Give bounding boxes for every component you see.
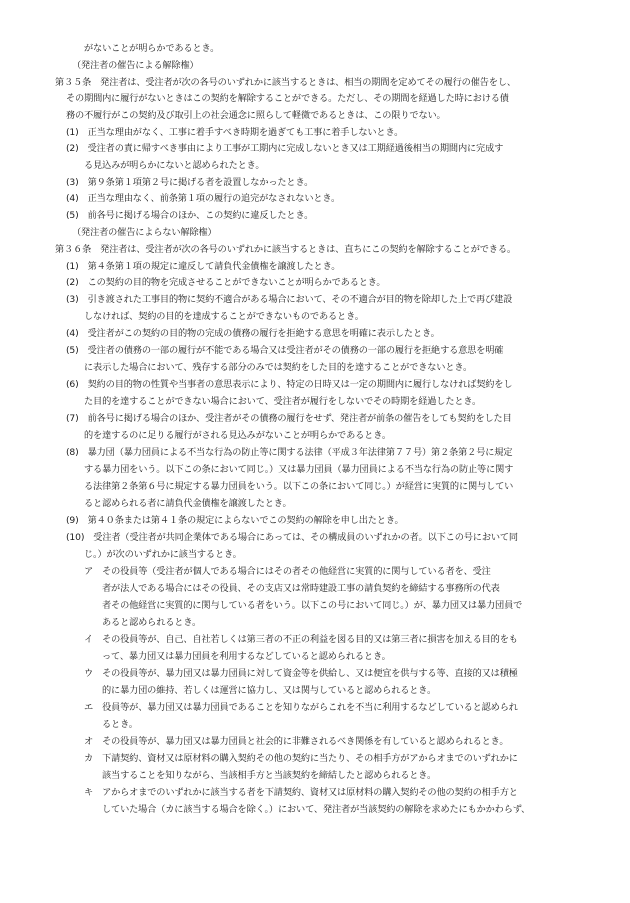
text-line: るとき。 bbox=[102, 719, 138, 730]
text-line: に表示した場合において、残存する部分のみでは契約をした目的を達することができないとき。 bbox=[84, 362, 473, 373]
sub-item: オ その役員等が、暴力団又は暴力団員と社会的に非難されるべき関係を有していると認められるとき。 bbox=[84, 736, 509, 747]
text-line: ると認められる者に請負代金債権を譲渡したとき。 bbox=[84, 498, 292, 509]
list-item: (9) 第４０条または第４１条の規定によらないでこの契約の解除を申し出たとき。 bbox=[66, 515, 404, 526]
text-line: 的に暴力団の維持、若しくは運営に協力し、又は関与していると認められるとき。 bbox=[102, 685, 437, 696]
article-36-line: 第３６条 発注者は、受注者が次の各号のいずれかに該当するときは、直ちにこの契約を解除することができる。 bbox=[55, 244, 516, 255]
list-item: (7) 前各号に掲げる場合のほか、受注者がその債務の履行をせず、発注者が前条の催告をしても契約をした目 bbox=[66, 413, 512, 424]
sub-item: イ その役員等が、自己、自社若しくは第三者の不正の利益を図る目的又は第三者に損害を加える目的をも bbox=[84, 634, 518, 645]
list-item: (2) 受注者の責に帰すべき事由により工事が工期内に完成しないとき又は工期経過後相当の期間内に完成す bbox=[66, 143, 504, 154]
list-item: (3) 引き渡された工事目的物に契約不適合がある場合において、その不適合が目的物を除却した上で再び建設 bbox=[66, 294, 513, 305]
list-item: (8) 暴力団（暴力団員による不当な行為の防止等に関する法律（平成３年法律第７７号）第２条第２号に規定 bbox=[66, 447, 513, 458]
text-line: る見込みが明らかにないと認められたとき。 bbox=[84, 160, 265, 171]
text-line: する暴力団をいう。以下この条において同じ。）又は暴力団員（暴力団員による不当な行為の防止等に関す bbox=[84, 464, 514, 475]
list-item: (1) 正当な理由がなく、工事に着手すべき時期を過ぎても工事に着手しないとき。 bbox=[66, 127, 404, 138]
list-item: (4) 受注者がこの契約の目的物の完成の債務の履行を拒絶する意思を明確に表示したとき。 bbox=[66, 328, 440, 339]
list-item: (10) 受注者（受注者が共同企業体である場合にあっては、その構成員のいずれかの者。以下この号において同 bbox=[66, 532, 518, 543]
text-line: していた場合（カに該当する場合を除く。）において、発注者が当該契約の解除を求めたにもかかわらず、 bbox=[102, 804, 531, 815]
text-line: その期間内に履行がないときはこの契約を解除することができる。ただし、その期間を経過した時における債 bbox=[66, 93, 509, 104]
section-heading: （発注者の催告によらない解除権） bbox=[72, 227, 217, 238]
sub-item: カ 下請契約、資材又は原材料の購入契約その他の契約に当たり、その相手方がアからオまでのいずれかに bbox=[84, 753, 518, 764]
text-line: 該当することを知りながら、当該相手方と当該契約を締結したと認められるとき。 bbox=[102, 770, 437, 781]
list-item: (4) 正当な理由なく、前条第１項の履行の追完がなされないとき。 bbox=[66, 193, 341, 204]
text-line: 務の不履行がこの契約及び取引上の社会通念に照らして軽微であるときは、この限りでない。 bbox=[66, 110, 446, 121]
list-item: (3) 第９条第１項第２号に掲げる者を設置しなかったとき。 bbox=[66, 177, 314, 188]
text-line: 者その他経営に実質的に関与している者をいう。以下この号において同じ。）が、暴力団又は暴力団員で bbox=[102, 600, 523, 611]
sub-item: キ アからオまでのいずれかに該当する者を下請契約、資材又は原材料の購入契約その他の契約の相手方と bbox=[84, 787, 518, 798]
section-heading: （発注者の催告による解除権） bbox=[72, 60, 199, 71]
list-item: (5) 前各号に掲げる場合のほか、この契約に違反したとき。 bbox=[66, 210, 314, 221]
list-item: (2) この契約の目的物を完成させることができないことが明らかであるとき。 bbox=[66, 277, 386, 288]
text-line: がないことが明らかであるとき。 bbox=[84, 43, 220, 54]
sub-item: ア その役員等（受注者が個人である場合にはその者その他経営に実質的に関与している者を、受注 bbox=[84, 566, 491, 577]
text-line: しなければ、契約の目的を達成することができないものであるとき。 bbox=[84, 311, 364, 322]
sub-item: ウ その役員等が、暴力団又は暴力団員に対して資金等を供給し、又は便宜を供与する等、直接的又は積極 bbox=[84, 668, 518, 679]
list-item: (5) 受注者の債務の一部の履行が不能である場合又は受注者がその債務の一部の履行を拒絶する意思を明確 bbox=[66, 345, 504, 356]
text-line: じ。）が次のいずれかに該当するとき。 bbox=[84, 549, 242, 560]
text-line: って、暴力団又は暴力団員を利用するなどしていると認められるとき。 bbox=[102, 651, 391, 662]
text-line: る法律第２条第６号に規定する暴力団員をいう。以下この条において同じ。）が経営に実質的に関与してい bbox=[84, 481, 514, 492]
text-line: 的を達するのに足りる履行がされる見込みがないことが明らかであるとき。 bbox=[84, 430, 391, 441]
text-line: あると認められるとき。 bbox=[102, 617, 202, 628]
list-item: (1) 第４条第１項の規定に違反して請負代金債権を譲渡したとき。 bbox=[66, 261, 341, 272]
list-item: (6) 契約の目的物の性質や当事者の意思表示により、特定の日時又は一定の期間内に履行しなければ契約をし bbox=[66, 379, 513, 390]
text-line: た目的を達することができない場合において、受注者が履行をしないでその時期を経過したとき。 bbox=[84, 396, 482, 407]
text-line: 者が法人である場合にはその役員、その支店又は常時建設工事の請負契約を締結する事務所の代表 bbox=[102, 583, 500, 594]
sub-item: エ 役員等が、暴力団又は暴力団員であることを知りながらこれを不当に利用するなどしていると認められ bbox=[84, 702, 518, 713]
article-35-line: 第３５条 発注者は、受注者が次の各号のいずれかに該当するときは、相当の期間を定めてその履行の催告をし、 bbox=[55, 77, 516, 88]
